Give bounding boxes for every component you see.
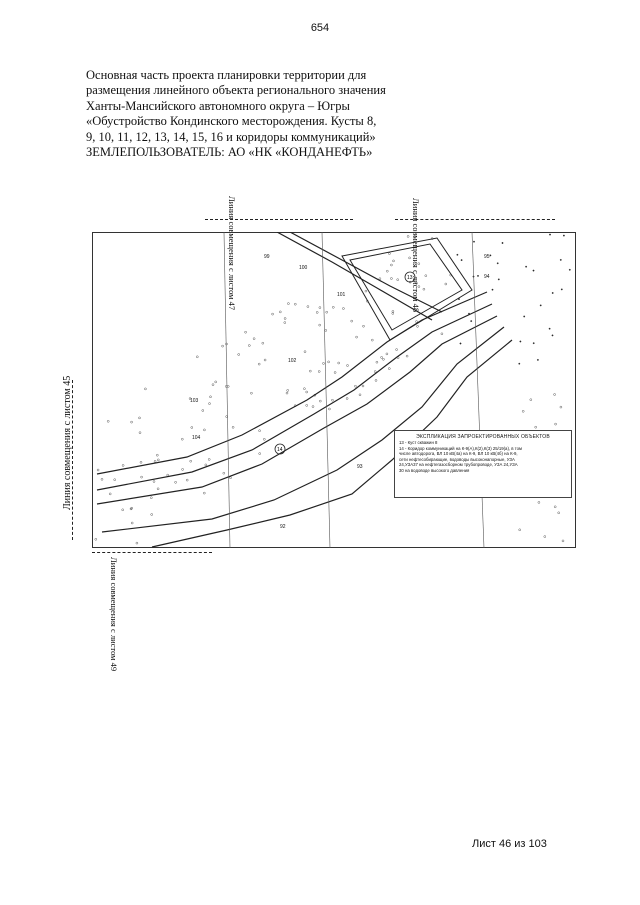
terrain-dot	[406, 355, 408, 357]
match-line-bottom	[92, 552, 212, 553]
terrain-dot	[359, 394, 361, 396]
terrain-dot	[362, 385, 364, 387]
terrain-dot	[374, 371, 376, 373]
terrain-dot	[157, 488, 159, 490]
terrain-dot	[461, 259, 462, 260]
terrain-dot	[544, 536, 546, 538]
terrain-dot	[381, 356, 383, 358]
terrain-dot	[284, 318, 286, 320]
map-area	[92, 232, 576, 548]
terrain-dot	[538, 501, 540, 503]
terrain-dot	[151, 514, 153, 516]
point-label: 95	[484, 254, 490, 260]
terrain-dot	[561, 289, 562, 290]
terrain-dot	[490, 255, 491, 256]
terrain-dot	[457, 254, 458, 255]
match-label-left: Линия совмещения с листом 45	[62, 375, 73, 510]
terrain-dot	[226, 343, 228, 345]
terrain-dot	[562, 540, 564, 542]
terrain-dot	[279, 311, 281, 313]
well-pad-outline	[342, 238, 472, 340]
terrain-dot	[519, 529, 521, 531]
title-line: ЗЕМЛЕПОЛЬЗОВАТЕЛЬ: АО «НК «КОНДАНЕФТЬ»	[86, 145, 373, 160]
terrain-dot	[522, 410, 524, 412]
terrain-dot	[498, 279, 499, 280]
terrain-dot	[150, 497, 152, 499]
terrain-dot	[97, 469, 99, 471]
terrain-dot	[549, 328, 550, 329]
terrain-dot	[259, 453, 261, 455]
terrain-dot	[209, 403, 211, 405]
terrain-dot	[409, 257, 411, 259]
terrain-dot	[365, 290, 367, 292]
terrain-dot	[338, 362, 340, 364]
terrain-dot	[144, 388, 146, 390]
terrain-dot	[203, 429, 205, 431]
terrain-dot	[325, 329, 327, 331]
terrain-dot	[418, 263, 420, 265]
terrain-dot	[287, 303, 289, 305]
terrain-dot	[519, 363, 520, 364]
terrain-dot	[396, 349, 398, 351]
terrain-dot	[109, 493, 111, 495]
terrain-dot	[473, 241, 474, 242]
object-label-14: 14	[277, 447, 283, 453]
well-pad	[342, 238, 472, 340]
point-label: 93	[357, 464, 363, 470]
terrain-dot	[552, 292, 553, 293]
legend-item: 13 - Куст скважин 8	[399, 440, 438, 445]
terrain-dot	[316, 311, 318, 313]
terrain-dot	[319, 400, 321, 402]
terrain-dot	[141, 476, 143, 478]
terrain-dot	[245, 331, 247, 333]
terrain-dot	[414, 234, 416, 236]
terrain-dot	[95, 538, 97, 540]
terrain-dot	[388, 368, 390, 370]
terrain-dot	[356, 336, 358, 338]
terrain-dot	[334, 372, 336, 374]
terrain-dot	[210, 396, 212, 398]
terrain-dot	[386, 353, 388, 355]
point-label: 104	[192, 435, 201, 441]
terrain-dot	[190, 460, 192, 462]
terrain-dot	[167, 474, 169, 476]
legend-box	[394, 430, 572, 498]
object-label-13: 13	[407, 275, 413, 281]
terrain-dot	[386, 270, 388, 272]
terrain-dot	[331, 399, 333, 401]
terrain-dot	[502, 242, 503, 243]
point-label: 99	[264, 254, 270, 260]
terrain-dot	[382, 358, 384, 360]
terrain-dot	[309, 370, 311, 372]
terrain-dot	[393, 260, 395, 262]
terrain-dot	[319, 324, 321, 326]
terrain-dot	[535, 426, 537, 428]
point-label: 92	[280, 524, 286, 530]
terrain-dot	[460, 343, 461, 344]
terrain-dot	[560, 259, 561, 260]
terrain-dot	[203, 492, 205, 494]
terrain-dot	[477, 275, 478, 276]
terrain-dot	[306, 404, 308, 406]
terrain-dot	[312, 406, 314, 408]
terrain-dot	[139, 432, 141, 434]
terrain-dot	[139, 417, 141, 419]
terrain-dot	[416, 282, 418, 284]
terrain-dot	[262, 342, 264, 344]
terrain-dot	[250, 392, 252, 394]
terrain-dot	[191, 427, 193, 429]
terrain-dot	[114, 479, 116, 481]
title-block	[86, 68, 416, 160]
terrain-dot	[418, 286, 420, 288]
terrain-dot	[202, 410, 204, 412]
terrain-dot	[175, 481, 177, 483]
terrain-dot	[390, 278, 392, 280]
terrain-dot	[524, 316, 525, 317]
terrain-dot	[208, 458, 210, 460]
terrain-dot	[131, 421, 133, 423]
terrain-dot	[284, 322, 286, 324]
terrain-dot	[530, 399, 532, 401]
terrain-dot	[554, 506, 556, 508]
terrain-dot	[263, 438, 265, 440]
terrain-dot	[286, 392, 288, 394]
legend-item: числе автодорога, ВЛ 10 кВ(4а) на К-9, ВЛ 10 кВ(4б) на К-9,	[399, 451, 518, 456]
terrain-dot	[319, 307, 321, 309]
terrain-dot	[303, 388, 305, 390]
terrain-dot	[392, 312, 394, 314]
terrain-dot	[238, 354, 240, 356]
terrain-dot	[569, 269, 570, 270]
terrain-dot	[417, 325, 419, 327]
terrain-dot	[416, 321, 418, 323]
terrain-dot	[215, 381, 217, 383]
terrain-dot	[342, 308, 344, 310]
terrain-dot	[363, 325, 365, 327]
terrain-dot	[294, 303, 296, 305]
title-line: 9, 10, 11, 12, 13, 14, 15, 16 и коридоры коммуникаций»	[86, 129, 376, 144]
terrain-dot	[304, 351, 306, 353]
terrain-dot	[371, 339, 373, 341]
terrain-dot	[287, 389, 289, 391]
terrain-dot	[122, 464, 124, 466]
terrain-dot	[328, 361, 330, 363]
terrain-dot	[186, 479, 188, 481]
terrain-dot	[259, 430, 261, 432]
terrain-dot	[347, 365, 349, 367]
terrain-dot	[471, 320, 472, 321]
terrain-dot	[131, 522, 133, 524]
terrain-dot	[154, 460, 156, 462]
terrain-dot	[230, 477, 232, 479]
terrain-dot	[552, 335, 553, 336]
terrain-dot	[560, 406, 562, 408]
page-number: 654	[310, 22, 330, 34]
terrain-dot	[107, 420, 109, 422]
terrain-dot	[181, 438, 183, 440]
terrain-dot	[525, 266, 526, 267]
terrain-dot	[533, 343, 534, 344]
terrain-dot	[540, 305, 541, 306]
terrain-dot	[248, 345, 250, 347]
terrain-dot	[492, 289, 493, 290]
title-line: Ханты-Мансийского автономного округа – Югры	[86, 98, 350, 113]
terrain-dot	[328, 408, 330, 410]
terrain-dot	[196, 356, 198, 358]
map-drawing	[92, 232, 576, 548]
terrain-dot	[326, 311, 328, 313]
terrain-dot	[272, 313, 274, 315]
terrain-dot	[375, 379, 377, 381]
sheet-number: Лист 46 из 103	[472, 838, 547, 850]
terrain-dot	[549, 234, 550, 235]
terrain-dot	[157, 459, 159, 461]
point-label: 100	[299, 265, 308, 271]
legend-item: сети нефтесобирающие, водоводы высоконапорные, УЗА	[399, 456, 515, 462]
terrain-dot	[318, 371, 320, 373]
terrain-dot	[397, 279, 399, 281]
terrain-dot	[425, 275, 427, 277]
terrain-dot	[253, 338, 255, 340]
title-line: размещения линейного объекта регионального значения	[86, 83, 386, 98]
terrain-dot	[392, 310, 394, 312]
terrain-dot	[182, 468, 184, 470]
terrain-dot	[140, 461, 142, 463]
terrain-dot	[101, 478, 103, 480]
terrain-dot	[441, 333, 443, 335]
point-label: 102	[288, 358, 297, 364]
terrain-dot	[307, 306, 309, 308]
match-label-bottom: Линия совмещения с листом 49	[109, 557, 119, 672]
terrain-dot	[351, 320, 353, 322]
terrain-dot	[258, 363, 260, 365]
legend-item: 30 на водоводе высокого давления	[399, 467, 470, 473]
well-pad-inner	[350, 244, 462, 330]
terrain-dot	[156, 454, 158, 456]
terrain-dot	[223, 472, 225, 474]
terrain-dot	[558, 512, 560, 514]
terrain-dot	[423, 288, 425, 290]
point-label: 94	[484, 274, 490, 280]
terrain-dot	[520, 341, 521, 342]
terrain-dot	[232, 426, 234, 428]
terrain-dot	[555, 423, 557, 425]
title-line: Основная часть проекта планировки территории для	[86, 68, 367, 82]
terrain-dot	[153, 481, 155, 483]
terrain-dot	[554, 394, 556, 396]
terrain-dot	[407, 235, 409, 237]
terrain-dot	[306, 391, 308, 393]
terrain-dot	[390, 264, 392, 266]
terrain-dot	[332, 306, 334, 308]
point-label: 101	[337, 292, 346, 298]
legend-item: 24,УЗА37 на нефтегазосборном трубопроводе, УЗА 24,УЗА	[399, 462, 518, 467]
legend-item: 14 - Коридор коммуникаций на К-9(А),К(2),К(3) 25/19(а), в том	[399, 445, 523, 451]
terrain-dot	[222, 345, 224, 347]
point-label: 103	[190, 398, 199, 404]
terrain-dot	[136, 542, 138, 544]
title-line: «Обустройство Кондинского месторождения. Кусты 8,	[86, 114, 377, 129]
terrain-dot	[533, 270, 534, 271]
terrain-dot	[376, 361, 378, 363]
terrain-dot	[379, 278, 381, 280]
terrain-dot	[354, 385, 356, 387]
terrain-dot	[445, 283, 447, 285]
terrain-dot	[212, 384, 214, 386]
terrain-dot	[122, 509, 124, 511]
terrain-dot	[388, 253, 390, 255]
terrain-dot	[323, 362, 325, 364]
match-label-top-right: Линия совмещения с листом 48	[411, 198, 421, 313]
terrain-dot	[264, 359, 266, 361]
corridor-line-7	[290, 232, 442, 312]
legend-title: ЭКСПЛИКАЦИЯ ЗАПРОЕКТИРОВАННЫХ ОБЪЕКТОВ	[416, 434, 550, 440]
terrain-dot	[205, 464, 207, 466]
terrain-dot	[497, 263, 498, 264]
terrain-dot	[346, 398, 348, 400]
match-label-top-left: Линия совмещения с листом 47	[227, 196, 237, 311]
terrain-dot	[537, 359, 538, 360]
terrain-dot	[563, 235, 564, 236]
